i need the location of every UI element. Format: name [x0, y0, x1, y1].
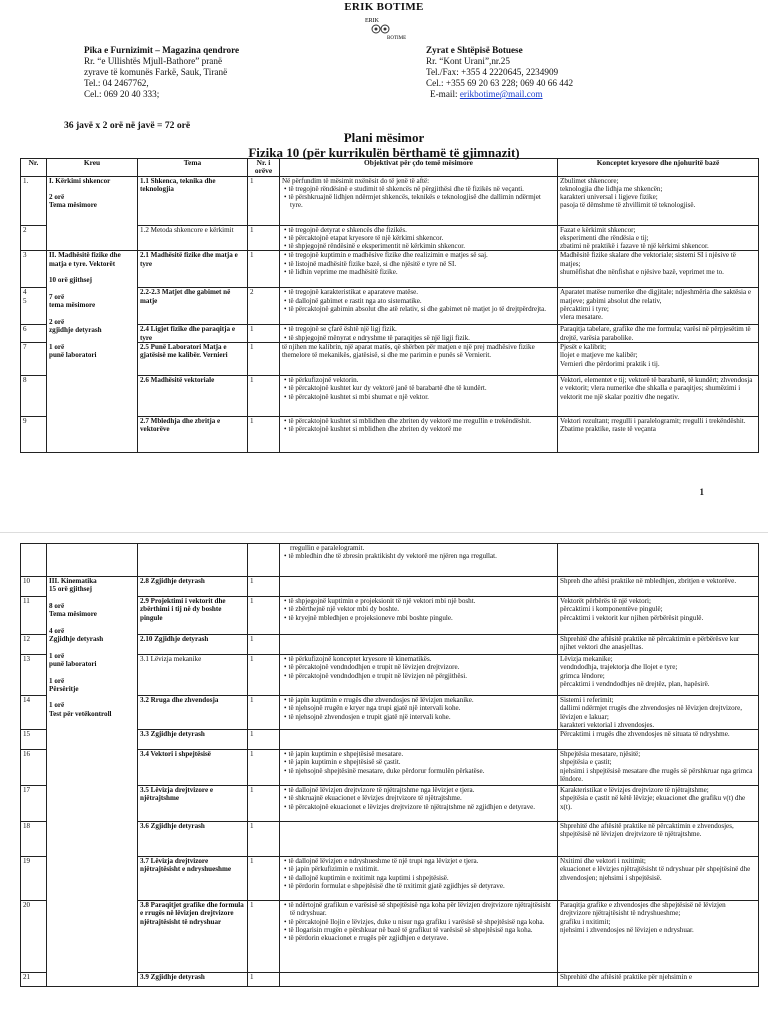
cell-objektivat	[280, 376, 558, 417]
cell-konceptet	[558, 225, 759, 251]
cell-tema: 2.8 Zgjidhje detyrash	[138, 577, 248, 597]
cell-objektivat	[280, 750, 558, 786]
objective-intro: Në përfundim të mësimit nxënësit do të jenë të aftë:	[282, 176, 430, 185]
cell-nr: 6	[21, 325, 47, 343]
cell-nr: 13	[21, 655, 47, 696]
cell-konceptet	[558, 176, 759, 225]
cell-nr: 3	[21, 251, 47, 288]
objective-item: • të përcaktojnë kushtet kur dy vektorë janë të barabartë dhe të kundërt.	[290, 384, 555, 392]
objective-item: • të japin përkufizimin e nxitimit.	[290, 865, 555, 873]
cell-tema: 2.10 Zgjidhje detyrash	[138, 635, 248, 655]
objective-item: • të shpjegojnë mënyrat e ndryshme të paraqitjes së një ligji fizik.	[290, 334, 555, 342]
publisher-street: Rr. “Kont Urani”,nr.25	[426, 56, 510, 66]
document-page-1	[0, 0, 768, 498]
cell-nr: 7	[21, 343, 47, 376]
cell-objektivat	[280, 288, 558, 325]
objective-list	[282, 552, 555, 560]
cell-ore: 1	[248, 376, 280, 417]
concept-line: Shpreh dhe aftësi praktike në mbledhjen, zbritjen e vektorëve.	[560, 577, 737, 585]
concept-line: llojet e matjeve me kalibër;	[560, 351, 638, 360]
cell-konceptet	[558, 544, 759, 577]
email-link[interactable]: erikbotime@mail.com	[459, 89, 543, 99]
concept-line: karakteri universal i ligjeve fizike;	[560, 193, 658, 202]
cell-ore: 1	[248, 696, 280, 730]
cell-konceptet	[558, 597, 759, 635]
cell-nr: 15	[21, 730, 47, 750]
concept-line: vlera mesatare.	[560, 313, 603, 322]
concept-line: Karakteristikat e lëvizjes drejtvizore të njëtrajtshme;	[560, 786, 709, 795]
publisher-mobile: Cel.: +355 69 20 63 228; 069 40 66 442	[426, 78, 574, 88]
objective-list	[282, 696, 555, 721]
cell-ore: 1	[248, 417, 280, 453]
objective-item: • të llogarisin rrugën e përshkuar në bazë të grafikut të varësisë së shpejtësisë nga koha.	[290, 926, 555, 934]
address-publisher	[426, 45, 573, 100]
concept-line: Fazat e kërkimit shkencor;	[560, 225, 636, 234]
concept-line: Paraqitja tabelare, grafike dhe me formula; varësi në përpjesëtim të drejtë, varësia parabolike.	[560, 325, 751, 342]
cell-nr: 20	[21, 901, 47, 973]
header-tema: Tema	[138, 159, 248, 177]
cell-tema: 3.4 Vektori i shpejtësisë	[138, 750, 248, 786]
document-page-2	[0, 532, 768, 1025]
objective-item: • të përcaktojnë ekuacionet e lëvizjes drejtvizore të njëtrajtshme në zgjidhjen e detyrave.	[290, 803, 555, 811]
cell-objektivat	[280, 655, 558, 696]
objective-item: • të përcaktojnë kushtet si mblidhen dhe zbriten dy vektorë me	[290, 425, 555, 433]
cell-objektivat	[280, 597, 558, 635]
concept-line: përcaktimi i tyre;	[560, 305, 609, 314]
publisher-phone: Tel./Fax: +355 4 2220645, 2234909	[426, 67, 559, 77]
cell-nr: 17	[21, 786, 47, 822]
cell-konceptet	[558, 901, 759, 973]
objective-list	[282, 750, 555, 775]
cell-ore: 1	[248, 343, 280, 376]
concept-line: teknologjia dhe lidhja me shkencën;	[560, 184, 663, 193]
email-label: E-mail:	[430, 89, 460, 99]
cell-nr: 8	[21, 376, 47, 417]
cell-kreu: II. Madhësitë fizike dhe matja e tyre. Vektorët 10 orë gjithsej 7 orë tema mësimore 2 orë zgjidhje detyrash 1 orë punë laboratori	[47, 251, 138, 453]
cell-ore: 1	[248, 577, 280, 597]
cell-nr: 21	[21, 973, 47, 987]
concept-line: shumëfishat dhe nënfishat e njësive bazë, veprimet me to.	[560, 268, 724, 277]
cell-ore: 1	[248, 822, 280, 857]
cell-konceptet	[558, 343, 759, 376]
concept-line: Shprehitë dhe aftësitë praktike për njehsimin e	[560, 973, 692, 982]
cell-objektivat	[280, 730, 558, 750]
concept-line: karakteri vektorial i zhvendosjes.	[560, 720, 655, 729]
objective-item: • të përkufizojnë konceptet kryesore të kinematikës.	[290, 655, 555, 663]
cell-tema: 2.2-2.3 Matjet dhe gabimet në matje	[138, 288, 248, 325]
concept-line: Vektorët përbërës të një vektori;	[560, 597, 651, 605]
cell-ore: 1	[248, 901, 280, 973]
objective-list	[282, 655, 555, 680]
objective-list	[282, 597, 555, 622]
objective-item: • të kryejnë mbledhjen e projeksioneve mbi boshte pingule.	[290, 614, 555, 622]
cell-tema: 3.9 Zgjidhje detyrash	[138, 973, 248, 987]
objective-item: • të tregojnë karakteristikat e aparateve matëse.	[290, 288, 555, 296]
concept-line: Paraqitja grafike e zhvendosjes dhe shpejtësisë në lëvizjen drejtvizore njëtrajtësisht të ndryshueshme;	[560, 901, 726, 918]
concept-line: Pjesët e kalibrit;	[560, 343, 607, 352]
objective-item: • të përcaktojnë etapat kryesore të një kërkimi shkencor.	[290, 234, 555, 242]
concept-line: Vektori, elementet e tij; vektorë të barabartë, të kundërt; zhvendosja e vektorit; vlera numerike dhe shkalla e paraqitjes; shumëzimi i vektorit me një skalar pozitiv dhe negativ.	[560, 376, 753, 401]
cell-konceptet	[558, 973, 759, 987]
objective-item: • të njehsojnë shpejtësinë mesatare, duke përdorur formulën përkatëse.	[290, 767, 555, 775]
cell-tema: 2.9 Projektimi i vektorit dhe zbërthimi i tij në dy boshte pingule	[138, 597, 248, 635]
objective-item: • të dallojnë lëvizjen e ndryshueshme të një trupi nga lëvizjet e tjera.	[290, 857, 555, 865]
objective-item: • të përcaktojnë vendndodhjen e trupit në lëvizjen drejtvizore.	[290, 663, 555, 671]
cell-konceptet	[558, 577, 759, 597]
concept-line: grafiku i nxitimit;	[560, 917, 611, 926]
concept-line: Shpejtësia mesatare, njësitë;	[560, 750, 641, 759]
cell-ore: 1	[248, 655, 280, 696]
cell-objektivat	[280, 544, 558, 577]
objective-item: • të përdorin formulat e shpejtësisë dhe të nxitimit gjatë zgjidhjes së detyrave.	[290, 882, 555, 890]
objective-item: • të japin kuptimin e shpejtësisë mesatare.	[290, 750, 555, 758]
plan-subheading: Fizika 10 (për kurrikulën bërthamë të gjimnazit)	[248, 145, 520, 160]
concept-line: shpejtësia e çastit;	[560, 758, 612, 767]
concept-line: Shprehitë dhe aftësitë praktike në përcaktimin e përbërësve kur njihet vektori dhe anasjelltas.	[560, 635, 740, 652]
objective-list	[282, 786, 555, 811]
cell-objektivat	[280, 417, 558, 453]
cell-ore: 1	[248, 176, 280, 225]
cell-nr: 14	[21, 696, 47, 730]
cell-kreu: I. Kërkimi shkencor 2 orë Tema mësimore	[47, 176, 138, 251]
cell-nr: 10	[21, 577, 47, 597]
cell-tema: 3.7 Lëvizja drejtvizore njëtrajtësisht e ndryshueshme	[138, 857, 248, 901]
objective-text: rregullin e paralelogramit.	[290, 544, 365, 552]
table-row	[21, 544, 759, 577]
cell-tema: 3.8 Paraqitjet grafike dhe formula e rrugës në lëvizjen drejtvizore njëtrajtësisht të ndryshuar	[138, 901, 248, 973]
cell-konceptet	[558, 635, 759, 655]
header-ore: Nr. i orëve	[248, 159, 280, 177]
cell-nr: 11	[21, 597, 47, 635]
concept-line: eksperimenti dhe rëndësia e tij;	[560, 233, 649, 242]
objective-item: • të njehsojnë zhvendosjen e trupit gjatë një intervali kohe.	[290, 713, 555, 721]
concept-line: Përcaktimi i rrugës dhe zhvendosjes në situata të ndryshme.	[560, 730, 730, 739]
cell-ore: 1	[248, 597, 280, 635]
objective-item: • të tregojnë rëndësinë e studimit të shkencës në përgjithësi dhe të fizikës në veçanti.	[290, 185, 555, 193]
cell-tema: 2.4 Ligjet fizike dhe paraqitja e tyre	[138, 325, 248, 343]
objective-item: • të përcaktojnë kushtet si mblidhen dhe zbriten dy vektorë me rregullin e trekëndëshit.	[290, 417, 555, 425]
cell-kreu: III. Kinematika 15 orë gjithsej 8 orë Tema mësimore 4 orë Zgjidhje detyrash 1 orë punë laboratori 1 orë Përsëritje 1 orë Test për vetëkontroll	[47, 577, 138, 987]
cell-ore: 1	[248, 635, 280, 655]
cell-ore: 2	[248, 288, 280, 325]
cell-konceptet	[558, 251, 759, 288]
concept-line: grimca lëndore;	[560, 671, 605, 680]
concept-line: dallimi ndërmjet rrugës dhe zhvendosjes në lëvizjen drejtvizore, lëvizjen e lakuar;	[560, 704, 743, 721]
cell-objektivat	[280, 822, 558, 857]
plan-heading: Plani mësimor	[343, 130, 425, 145]
cell-ore: 1	[248, 251, 280, 288]
cell-ore: 1	[248, 750, 280, 786]
objective-item: • të tregojnë se çfarë është një ligj fizik.	[290, 325, 555, 333]
cell-nr: 2	[21, 225, 47, 251]
table-row	[21, 251, 759, 288]
address-warehouse	[84, 45, 239, 100]
cell-objektivat	[280, 973, 558, 987]
cell-tema: 3.5 Lëvizja drejtvizore e njëtrajtshme	[138, 786, 248, 822]
objective-item: • të dallojnë lëvizjen drejtvizore të njëtrajtshme nga lëvizjet e tjera.	[290, 786, 555, 794]
objective-item: • të tregojnë detyrat e shkencës dhe fizikës.	[290, 226, 555, 234]
concept-line: pasoja të dëmshme të zhvillimit të teknologjisë.	[560, 201, 696, 210]
objective-list	[282, 226, 555, 251]
objective-item: • të përcaktojnë llojin e lëvizjes, duke u nisur nga grafiku i varësisë së shpejtësisë nga koha.	[290, 918, 555, 926]
curriculum-table-page-2	[20, 543, 759, 987]
objective-item: • të zbërthejnë një vektor mbi dy boshte.	[290, 605, 555, 613]
objective-item: • të përcaktojnë kushtet si mbi shumat e një vektor.	[290, 393, 555, 401]
warehouse-mobile: Cel.: 069 20 40 333;	[84, 89, 160, 99]
header-objektivat: Objektivat për çdo temë mësimore	[280, 159, 558, 177]
publisher-title: Zyrat e Shtëpisë Botuese	[426, 45, 523, 55]
cell-tema: 2.5 Punë Laboratori Matja e gjatësisë me kalibër. Vernieri	[138, 343, 248, 376]
table-row	[21, 176, 759, 225]
table-header-row	[21, 159, 759, 177]
objective-item: • të tregojnë kuptimin e madhësive fizike dhe realizimin e matjes së saj.	[290, 251, 555, 259]
cell-objektivat	[280, 577, 558, 597]
cell-konceptet	[558, 730, 759, 750]
cell-objektivat	[280, 325, 558, 343]
cell-kreu	[47, 544, 138, 577]
cell-ore: 1	[248, 325, 280, 343]
cell-tema: 3.2 Rruga dhe zhvendosja	[138, 696, 248, 730]
objective-item: • të shpjegojnë rëndësinë e eksperimentit në kërkimin shkencor.	[290, 242, 555, 250]
cell-tema: 3.1 Lëvizja mekanike	[138, 655, 248, 696]
concept-line: Zbatime praktike, raste të veçanta	[560, 425, 656, 434]
cell-nr: 1.	[21, 176, 47, 225]
objective-item: • të përcaktojnë gabimin absolut dhe atë relativ, si dhe gabimet në matjet jo të drejtpërdrejta.	[290, 305, 555, 313]
objective-item: • të listojnë madhësitë fizike bazë, si dhe njësitë e tyre në SI.	[290, 260, 555, 268]
cell-objektivat	[280, 251, 558, 288]
plan-title	[0, 130, 768, 160]
header-kreu: Kreu	[47, 159, 138, 177]
objective-item: • të njehsojnë rrugën e kryer nga trupi gjatë një intervali kohe.	[290, 704, 555, 712]
objective-list	[282, 185, 555, 210]
cell-objektivat	[280, 857, 558, 901]
cell-ore: 1	[248, 730, 280, 750]
cell-konceptet	[558, 417, 759, 453]
concept-line: Vektori rezultant; rregulli i paralelogramit; rregulli i trekëndëshit.	[560, 417, 746, 426]
cell-konceptet	[558, 822, 759, 857]
cell-tema: 3.3 Zgjidhje detyrash	[138, 730, 248, 750]
objective-item: • të përkufizojnë vektorin.	[290, 376, 555, 384]
objective-item: • të dallojnë kuptimin e nxitimit nga kuptimi i shpejtësisë.	[290, 874, 555, 882]
cell-objektivat	[280, 343, 558, 376]
page-number: 1	[699, 487, 704, 497]
cell-konceptet	[558, 288, 759, 325]
concept-line: vendndodhja, trajektorja dhe llojet e tyre;	[560, 663, 678, 672]
cell-nr: 4 5	[21, 288, 47, 325]
concept-line: përcaktimi i vektorit kur njihen përbërësit pingulë.	[560, 613, 704, 622]
header-nr: Nr.	[21, 159, 47, 177]
objective-item: • të shkruajnë ekuacionet e lëvizjes drejtvizore të njëtrajtshme.	[290, 794, 555, 802]
warehouse-title: Pika e Furnizimit – Magazina qendrore	[84, 45, 240, 55]
cell-tema: 2.1 Madhësitë fizike dhe matja e tyre	[138, 251, 248, 288]
objective-item: • të japin kuptimin e rrugës dhe zhvendosjes në lëvizjen mekanike.	[290, 696, 555, 704]
concept-line: njehsimi i shpejtësisë mesatare dhe rrugës së përshkruar nga grimca lëndore.	[560, 766, 753, 784]
concept-line: Lëvizja mekanike;	[560, 655, 613, 663]
concept-line: Sistemi i referimit;	[560, 696, 614, 704]
cell-tema: 1.1 Shkenca, teknika dhe teknologjia	[138, 176, 248, 225]
cell-konceptet	[558, 325, 759, 343]
concept-line: Shprehitë dhe aftësitë praktike në përcaktimin e zhvendosjes, shpejtësisë në lëvizjen drejtvizore të njëtrajtshme.	[560, 822, 734, 839]
table-row	[21, 577, 759, 597]
concept-line: njehsimi i zhvendosjes në lëvizjen e ndryshuar.	[560, 926, 694, 935]
concept-line: përcaktimi i komponentëve pingulë;	[560, 605, 663, 614]
concept-line: Vernieri dhe përdorimi praktik i tij.	[560, 359, 660, 368]
erik-botime-logo	[361, 14, 407, 40]
objective-item: • të dallojnë gabimet e rastit nga ato sistematike.	[290, 297, 555, 305]
objective-list	[282, 288, 555, 313]
cell-nr: 16	[21, 750, 47, 786]
objective-item: • të përdorin ekuacionet e rrugës për zgjidhjen e detyrave.	[290, 934, 555, 942]
svg-text:ERIK: ERIK	[365, 18, 379, 24]
cell-tema	[138, 544, 248, 577]
warehouse-location: zyrave të komunës Farkë, Sauk, Tiranë	[84, 67, 228, 77]
cell-ore: 1	[248, 973, 280, 987]
cell-konceptet	[558, 786, 759, 822]
cell-ore: 1	[248, 857, 280, 901]
cell-konceptet	[558, 696, 759, 730]
weekly-hours: 36 javë x 2 orë në javë = 72 orë	[64, 120, 191, 131]
cell-tema: 2.6 Madhësitë vektoriale	[138, 376, 248, 417]
warehouse-phone: Tel.: 04 2467762,	[84, 78, 149, 88]
objective-text: të njihen me kalibrin, një aparat matës, që shërben për matjen e një prej madhësive fizike themelore të mekanikës, gjatësisë, si dhe me parimin e punës së Vernierit.	[282, 343, 535, 360]
cell-objektivat	[280, 901, 558, 973]
cell-objektivat	[280, 786, 558, 822]
cell-objektivat	[280, 696, 558, 730]
objective-list	[282, 417, 555, 434]
cell-nr: 19	[21, 857, 47, 901]
concept-line: Nxitimi dhe vektori i nxitimit;	[560, 857, 646, 866]
objective-list	[282, 251, 555, 276]
cell-tema: 2.7 Mbledhja dhe zbritja e vektorëve	[138, 417, 248, 453]
svg-text:BOTIME: BOTIME	[387, 36, 407, 40]
concept-line: zbatimi në praktikë i fazave të një kërkimi shkencor.	[560, 242, 709, 251]
cell-ore: 1	[248, 786, 280, 822]
cell-konceptet	[558, 750, 759, 786]
cell-nr: 9	[21, 417, 47, 453]
cell-objektivat	[280, 635, 558, 655]
objective-list	[282, 325, 555, 342]
cell-objektivat	[280, 225, 558, 251]
objective-item: • të japin kuptimin e shpejtësisë së çastit.	[290, 758, 555, 766]
cell-ore: 1	[248, 225, 280, 251]
objective-item: • të shpjegojnë kuptimin e projeksionit të një vektori mbi një bosht.	[290, 597, 555, 605]
cell-tema: 1.2 Metoda shkencore e kërkimit	[138, 225, 248, 251]
objective-item: • të përcaktojnë vendndodhjen e trupit në lëvizjen në përgjithësi.	[290, 672, 555, 680]
cell-konceptet	[558, 376, 759, 417]
objective-list	[282, 376, 555, 401]
cell-nr: 18	[21, 822, 47, 857]
warehouse-street: Rr. “e Ullishtës Mjull-Bathore” pranë	[84, 56, 223, 66]
cell-objektivat	[280, 176, 558, 225]
cell-nr	[21, 544, 47, 577]
concept-line: ekuacionet e lëvizjes njëtrajtësisht të ndryshuar për shpejtësinë dhe zhvendosjen; njehsimi i shpejtësisë.	[560, 865, 751, 882]
concept-line: shpejtësia e çastit në këtë lëvizje; ekuacionet dhe grafiku v(t) dhe x(t).	[560, 794, 746, 811]
objective-list	[282, 857, 555, 890]
objective-item: • të lidhin veprime me madhësitë fizike.	[290, 268, 555, 276]
curriculum-table-page-1	[20, 158, 759, 453]
brand-name: ERIK BOTIME	[344, 1, 424, 13]
objective-item: • të përshkruajnë lidhjen ndërmjet shkencës, teknikës e teknologjisë dhe dallimin ndërmjet tyre.	[290, 193, 555, 210]
concept-line: Madhësitë fizike skalare dhe vektoriale; sistemi SI i njësive të matjes;	[560, 251, 736, 268]
objective-list	[282, 901, 555, 942]
header-konceptet: Konceptet kryesore dhe njohuritë bazë	[558, 159, 759, 177]
cell-tema: 3.6 Zgjidhje detyrash	[138, 822, 248, 857]
objective-item: • të ndërtojnë grafikun e varësisë së shpejtësisë nga koha për lëvizjen drejtvizore njëtrajtësisht të ndryshuar.	[290, 901, 555, 918]
cell-nr: 12	[21, 635, 47, 655]
concept-line: Aparatet matëse numerike dhe digjitale; ndjeshmëria dhe saktësia e matjeve; gabimi absolut dhe relativ,	[560, 288, 752, 305]
cell-konceptet	[558, 655, 759, 696]
objective-item: • të mbledhin dhe të zbresin praktikisht dy vektorë me njëren nga rregullat.	[290, 552, 555, 560]
concept-line: Zbulimet shkencore;	[560, 176, 619, 185]
cell-konceptet	[558, 857, 759, 901]
concept-line: përcaktimi i vendndodhjes në drejtëz, plan, hapësirë.	[560, 679, 710, 688]
cell-ore	[248, 544, 280, 577]
publisher-email-line	[426, 89, 573, 100]
